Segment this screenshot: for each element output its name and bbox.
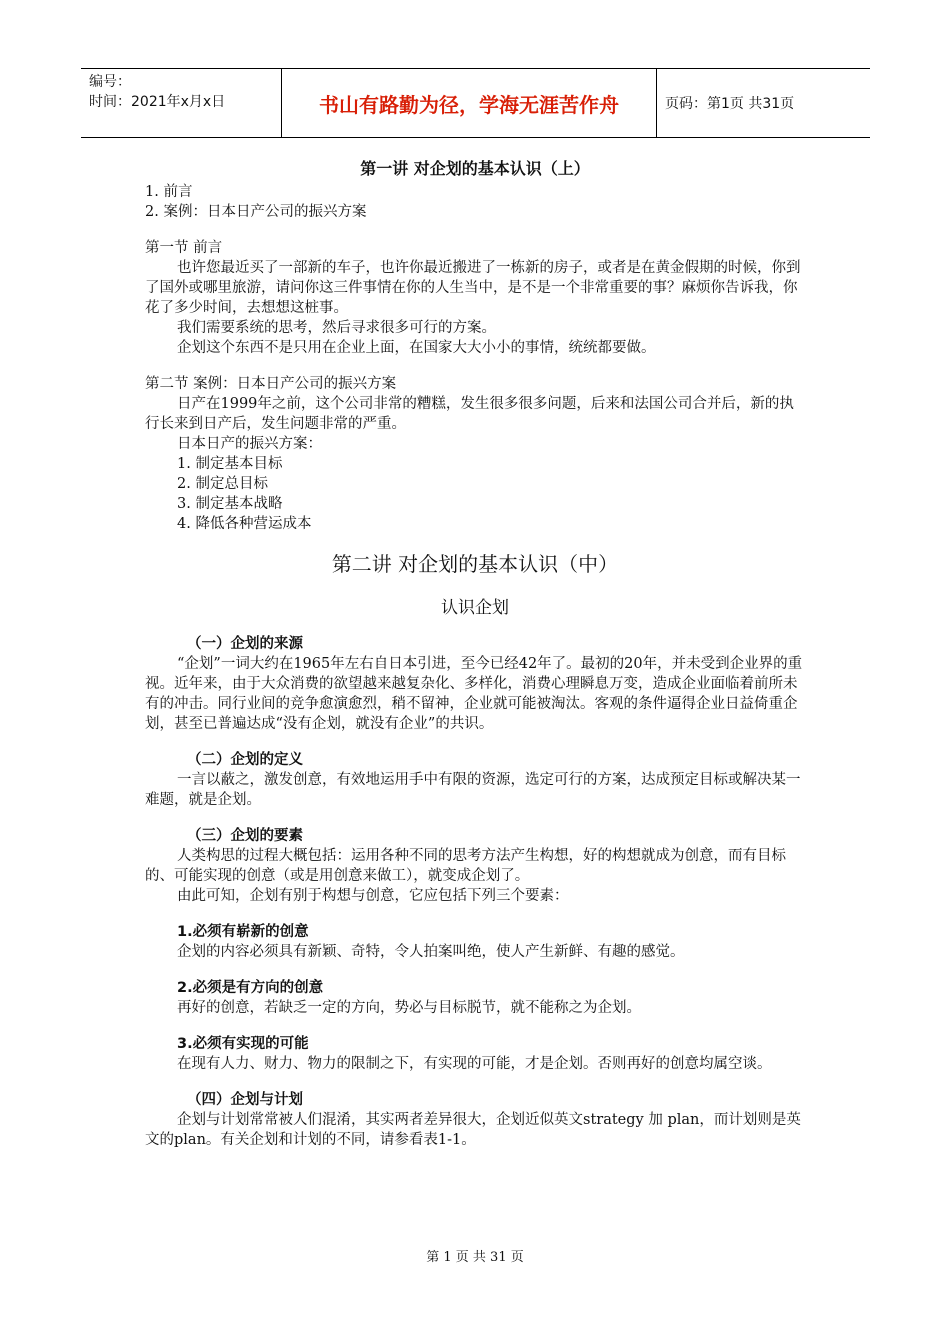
paragraph: “企划”一词大约在1965年左右自日本引进，至今已经42年了。最初的20年，并未受到企业界的重视。近年来，由于大众消费的欲望越来越复杂化、多样化，消费心理瞬息万变，造成企业面临着前所未有的冲击。同行业间的竞争愈演愈烈，稍不留神，企业就可能被淘汰。客观的条件逼得企业日益倚重企划，甚至已普遍达成“没有企划，就没有企业”的共识。 bbox=[145, 656, 803, 732]
toc-item: 1. 前言 bbox=[145, 184, 193, 200]
paragraph: 企划这个东西不是只用在企业上面，在国家大大小小的事情，统统都要做。 bbox=[177, 340, 656, 356]
header-page-label: 页码：第1页 共31页 bbox=[665, 96, 795, 112]
lecture2-title: 第二讲 对企划的基本认识（中） bbox=[331, 552, 619, 576]
part1-title: （一）企划的来源 bbox=[187, 636, 303, 652]
paragraph: 企划与计划常常被人们混淆，其实两者差异很大，企划近似英文strategy 加 plan，而计划则是英文的plan。有关企划和计划的不同，请参看表1-1。 bbox=[145, 1112, 801, 1148]
document-header bbox=[81, 68, 870, 138]
lecture2-subtitle: 认识企划 bbox=[441, 598, 509, 618]
paragraph: 在现有人力、财力、物力的限制之下，有实现的可能，才是企划。否则再好的创意均属空谈。 bbox=[177, 1056, 772, 1072]
number-label: 编号： bbox=[89, 74, 131, 90]
page-footer: 第 1 页 共 31 页 bbox=[426, 1250, 524, 1265]
paragraph: 日产在1999年之前，这个公司非常的糟糕，发生很多很多问题，后来和法国公司合并后，新的执行长来到日产后，发生问题非常的严重。 bbox=[145, 396, 794, 432]
paragraph: 再好的创意，若缺乏一定的方向，势必与目标脱节，就不能称之为企划。 bbox=[177, 1000, 641, 1016]
plan-item: 1. 制定基本目标 bbox=[177, 456, 283, 472]
paragraph: 人类构思的过程大概包括：运用各种不同的思考方法产生构想，好的构想就成为创意，而有目标的、可能实现的创意（或是用创意来做工），就变成企划了。 bbox=[145, 848, 786, 884]
plan-item: 3. 制定基本战略 bbox=[177, 496, 283, 512]
plan-item: 2. 制定总目标 bbox=[177, 476, 268, 492]
plan-intro: 日本日产的振兴方案： bbox=[177, 436, 322, 452]
toc-item: 2. 案例：日本日产公司的振兴方案 bbox=[145, 204, 367, 220]
part4-title: （四）企划与计划 bbox=[187, 1092, 303, 1108]
document-body bbox=[145, 156, 805, 1150]
paragraph: 企划的内容必须具有新颖、奇特，令人拍案叫绝，使人产生新鲜、有趣的感觉。 bbox=[177, 944, 685, 960]
element-title: 3.必须有实现的可能 bbox=[177, 1036, 309, 1052]
paragraph: 一言以蔽之，激发创意，有效地运用手中有限的资源，选定可行的方案，达成预定目标或解决某一难题，就是企划。 bbox=[145, 772, 801, 808]
section2-title: 第二节 案例：日本日产公司的振兴方案 bbox=[145, 376, 397, 392]
element-title: 1.必须有崭新的创意 bbox=[177, 924, 309, 940]
part2-title: （二）企划的定义 bbox=[187, 752, 303, 768]
paragraph: 我们需要系统的思考，然后寻求很多可行的方案。 bbox=[177, 320, 496, 336]
time-label: 时间：2021年x月x日 bbox=[89, 94, 226, 110]
paragraph: 由此可知，企划有别于构想与创意，它应包括下列三个要素： bbox=[177, 888, 569, 904]
paragraph: 也许您最近买了一部新的车子，也许你最近搬进了一栋新的房子，或者是在黄金假期的时候，你到了国外或哪里旅游，请问你这三件事情在你的人生当中，是不是一个非常重要的事？麻烦你告诉我，你花了多少时间，去想想这桩事。 bbox=[145, 260, 801, 316]
plan-item: 4. 降低各种营运成本 bbox=[177, 516, 312, 532]
header-slogan: 书山有路勤为径，学海无涯苦作舟 bbox=[282, 69, 657, 137]
part3-title: （三）企划的要素 bbox=[187, 828, 303, 844]
lecture1-title: 第一讲 对企划的基本认识（上） bbox=[360, 159, 590, 178]
section1-title: 第一节 前言 bbox=[145, 240, 223, 256]
header-meta bbox=[81, 69, 282, 137]
element-title: 2.必须是有方向的创意 bbox=[177, 980, 324, 996]
